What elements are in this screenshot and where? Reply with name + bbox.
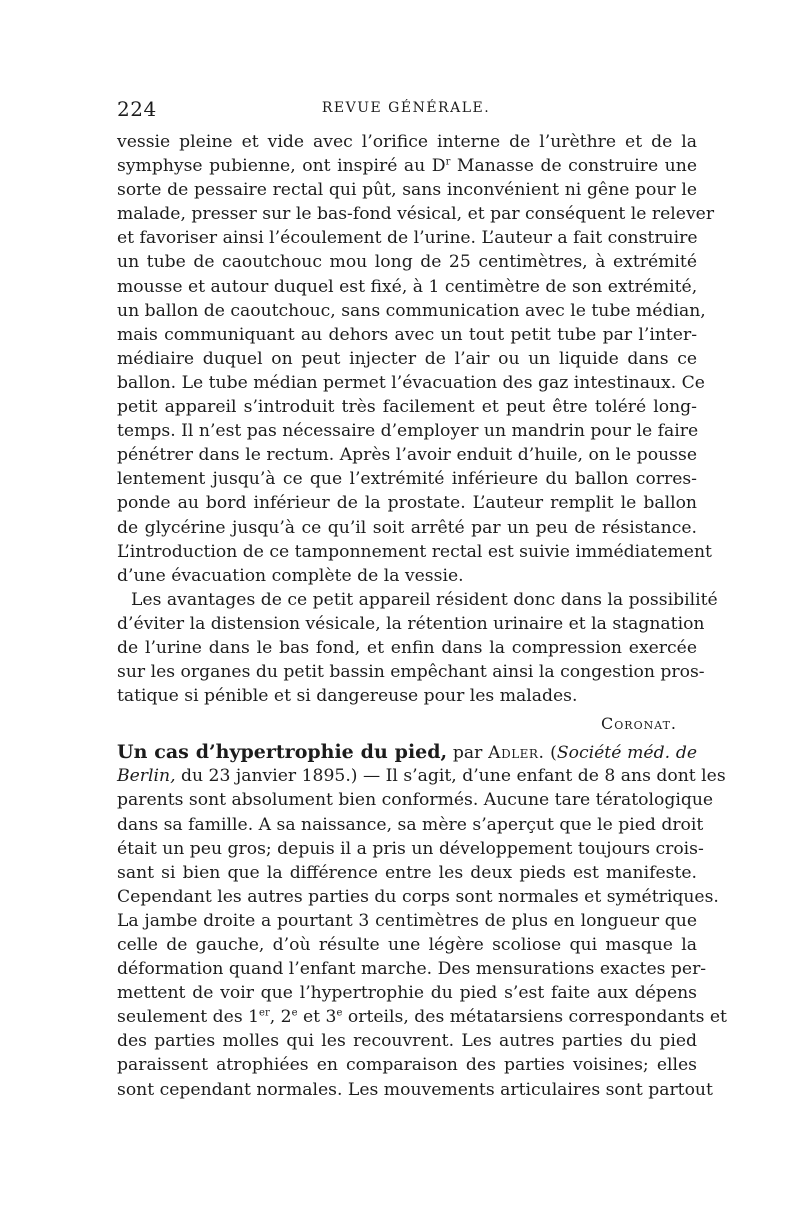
text-line: et favoriser ainsi l’écoulement de l’urine. L’auteur a fait construire bbox=[117, 228, 698, 249]
text-line: sont cependant normales. Les mouvements articulaires sont partout bbox=[117, 1079, 713, 1100]
article bbox=[117, 740, 727, 1101]
text-fragment: , 2 bbox=[269, 1007, 292, 1028]
text-line: La jambe droite a pourtant 3 centimètres de plus en longueur que bbox=[117, 910, 697, 931]
page-header bbox=[117, 97, 695, 125]
text-line: parents sont absolument bien conformés. Aucune tare tératologique bbox=[117, 790, 714, 811]
text-line: un ballon de caoutchouc, sans communication avec le tube médian, bbox=[117, 300, 706, 321]
text-line: ballon. Le tube médian permet l’évacuation des gaz intestinaux. Ce bbox=[117, 372, 705, 393]
article-source-city: Berlin, bbox=[117, 766, 176, 787]
article-source: Société méd. de bbox=[556, 743, 698, 764]
text-line bbox=[117, 154, 697, 178]
text-line: sorte de pessaire rectal qui pût, sans inconvénient ni gêne pour le bbox=[117, 180, 697, 201]
text-line: dans sa famille. A sa naissance, sa mère s’aperçut que le pied droit bbox=[117, 814, 704, 835]
text-line: sant si bien que la différence entre les deux pieds est manifeste. bbox=[117, 862, 697, 883]
text-line: déformation quand l’enfant marche. Des mensurations exactes per- bbox=[117, 959, 707, 980]
text-line: petit appareil s’introduit très facilement et peut être toléré long- bbox=[117, 397, 697, 418]
text-line: L’introduction de ce tamponnement rectal est suivie immédiatement bbox=[117, 541, 712, 562]
text-line: Les avantages de ce petit appareil résident donc dans la possibilité bbox=[131, 589, 718, 610]
text-fragment: par bbox=[447, 743, 489, 764]
text-line: celle de gauche, d’où résulte une légère scoliose qui masque la bbox=[117, 935, 697, 955]
running-title: REVUE GÉNÉRALE. bbox=[321, 100, 491, 116]
text-line: de l’urine dans le bas fond, et enfin dans la compression exercée bbox=[117, 637, 697, 658]
text-line: médiaire duquel on peut injecter de l’air ou un liquide dans ce bbox=[117, 348, 697, 369]
text-fragment: et 3 bbox=[297, 1007, 337, 1028]
text-line: ponde au bord inférieur de la prostate. L’auteur remplit le ballon bbox=[117, 493, 697, 514]
text-line: d’une évacuation complète de la vessie. bbox=[117, 565, 464, 586]
text-fragment: seulement des 1 bbox=[117, 1007, 260, 1028]
superscript: e bbox=[291, 1007, 298, 1019]
text-line: des parties molles qui les recouvrent. Les autres parties du pied bbox=[117, 1031, 697, 1052]
article-heading-line bbox=[117, 740, 697, 764]
text-line: vessie pleine et vide avec l’orifice interne de l’urèthre et de la bbox=[117, 132, 697, 152]
text-fragment: Manasse de construire une bbox=[450, 156, 697, 177]
text-fragment: symphyse pubienne, ont inspiré au D bbox=[117, 156, 446, 177]
text-line bbox=[117, 1005, 727, 1029]
body-text bbox=[117, 130, 727, 1102]
text-line: d’éviter la distension vésicale, la rétention urinaire et la stagnation bbox=[117, 613, 705, 634]
text-fragment: ( bbox=[544, 743, 557, 764]
text-line: mais communiquant au dehors avec un tout petit tube par l’inter- bbox=[117, 324, 697, 345]
text-line: lentement jusqu’à ce que l’extrémité inférieure du ballon corres- bbox=[117, 469, 697, 490]
text-line: de glycérine jusqu’à ce qu’il soit arrêté par un peu de résistance. bbox=[117, 517, 697, 538]
text-line: sur les organes du petit bassin empêchant ainsi la congestion pros- bbox=[117, 662, 705, 683]
superscript: er bbox=[259, 1007, 270, 1019]
text-line: pénétrer dans le rectum. Après l’avoir enduit d’huile, on le pousse bbox=[117, 445, 697, 466]
superscript: r bbox=[445, 156, 451, 168]
text-line: paraissent atrophiées en comparaison des parties voisines; elles bbox=[117, 1055, 697, 1076]
text-line: mousse et autour duquel est fixé, à 1 centimètre de son extrémité, bbox=[117, 276, 698, 297]
text-fragment: orteils, des métatarsiens correspondants et bbox=[342, 1007, 727, 1028]
text-line bbox=[117, 764, 726, 788]
text-fragment: du 23 janvier 1895.) — Il s’agit, d’une enfant de 8 ans dont les bbox=[175, 766, 726, 787]
article-title: Un cas d’hypertrophie du pied, bbox=[117, 741, 448, 764]
text-line: temps. Il n’est pas nécessaire d’employer un mandrin pour le faire bbox=[117, 421, 699, 442]
page-number: 224 bbox=[117, 97, 157, 121]
text-line: tatique si pénible et si dangereuse pour les malades. bbox=[117, 686, 578, 707]
text-line: malade, presser sur le bas-fond vésical, et par conséquent le relever bbox=[117, 204, 715, 225]
author-signature: Coronat. bbox=[601, 714, 677, 734]
text-line: était un peu gros; depuis il a pris un développement toujours crois- bbox=[117, 838, 704, 859]
superscript: e bbox=[336, 1007, 343, 1019]
text-line: un tube de caoutchouc mou long de 25 centimètres, à extrémité bbox=[117, 252, 697, 273]
text-line: mettent de voir que l’hypertrophie du pied s’est faite aux dépens bbox=[117, 983, 697, 1004]
article-author: Adler. bbox=[488, 743, 545, 764]
text-line: Cependant les autres parties du corps sont normales et symétriques. bbox=[117, 886, 719, 907]
